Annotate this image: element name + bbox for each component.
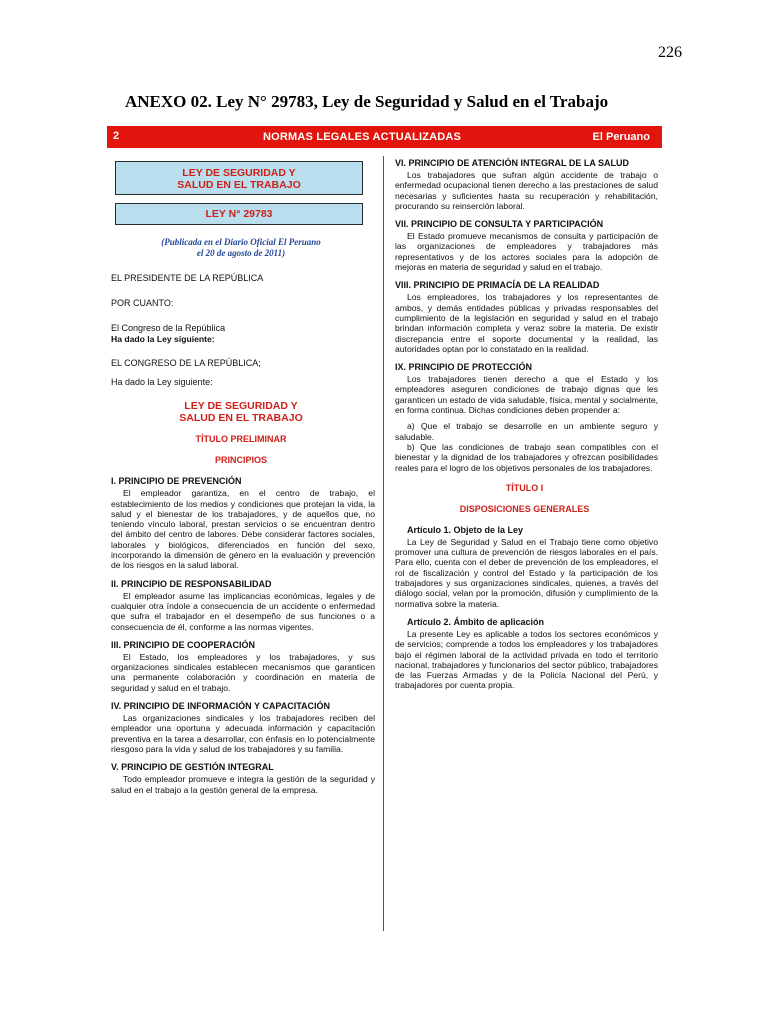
right-column bbox=[391, 156, 658, 931]
principle-7-body: El Estado promueve mecanismos de consulta y participación de las organizaciones de empleadores y trabajadores más representativos y de los actores sociales para la adopción de mejoras en materia de seguridad y salud en el trabajo. bbox=[395, 231, 658, 273]
principle-6-body: Los trabajadores que sufran algún accidente de trabajo o enfermedad ocupacional tienen derecho a las prestaciones de salud necesarias y suficientes hasta su recuperación y rehabilitación, procurando su reinserción laboral. bbox=[395, 170, 658, 211]
congreso-line-1: El Congreso de la República bbox=[111, 323, 226, 333]
principle-8-heading: VIII. PRINCIPIO DE PRIMACÍA DE LA REALIDAD bbox=[395, 280, 600, 291]
por-cuanto: POR CUANTO: bbox=[111, 298, 174, 308]
article-2-body: La presente Ley es aplicable a todos los sectores económicos y de servicios; comprende a todos los empleadores y los trabajadores bajo el régimen laboral de la actividad privada en todo el territorio nacional, trabajadores y funcionarios del sector público, trabajadores de las Fuerzas Armadas y de la Policía Nacional del Perú, y trabajadores por cuenta propia. bbox=[395, 628, 658, 691]
principle-2-body: El empleador asume las implicancias económicas, legales y de cualquier otra índole a consecuencia de un accidente o enfermedad que sufra el trabajador en el desempeño de sus funciones o a consecuencia de él, conforme a las normas vigentes. bbox=[111, 590, 375, 632]
principle-7-heading: VII. PRINCIPIO DE CONSULTA Y PARTICIPACIÓN bbox=[395, 219, 604, 230]
law-title-red: LEY DE SEGURIDAD Y SALUD EN EL TRABAJO bbox=[179, 400, 303, 425]
law-title-box-text: LEY DE SEGURIDAD Y SALUD EN EL TRABAJO bbox=[177, 167, 301, 191]
ha-dado-line-2: Ha dado la Ley siguiente: bbox=[111, 377, 213, 388]
principle-5-heading: V. PRINCIPIO DE GESTIÓN INTEGRAL bbox=[111, 762, 274, 773]
principle-3-body: El Estado, los empleadores y los trabajadores, y sus organizaciones sindicales establecen mecanismos que garanticen una permanente colaboración y coordinación en materia de seguridad y salud en el trabajo. bbox=[111, 651, 375, 693]
principios-heading: PRINCIPIOS bbox=[214, 455, 267, 466]
ha-dado-line-1: Ha dado la Ley siguiente: bbox=[111, 334, 215, 344]
titulo-i: TÍTULO I bbox=[505, 482, 544, 493]
article-1-heading: Artículo 1. Objeto de la Ley bbox=[407, 524, 524, 535]
principle-1-heading: I. PRINCIPIO DE PREVENCIÓN bbox=[111, 476, 242, 487]
article-2-heading: Artículo 2. Ámbito de aplicación bbox=[407, 616, 545, 627]
principle-9-item-b: b) Que las condiciones de trabajo sean compatibles con el bienestar y la dignidad de los trabajadores y ofrezcan posibilidades reales para el logro de los objetivos personales de los trabajadores. bbox=[395, 441, 658, 473]
principle-4-heading: IV. PRINCIPIO DE INFORMACIÓN Y CAPACITACIÓN bbox=[111, 701, 331, 712]
law-title-box bbox=[115, 161, 363, 195]
article-1-body: La Ley de Seguridad y Salud en el Trabajo tiene como objetivo promover una cultura de prevención de riesgos laborales en el país. Para ello, cuenta con el deber de prevención de los empleadores, el rol de fiscalización y control del Estado y la participación de los trabajadores y sus organizaciones sindicales, quienes, a través del diálogo social, velan por la promoción, difusión y cumplimiento de la normativa sobre la materia. bbox=[395, 536, 658, 609]
principle-9-item-a: a) Que el trabajo se desarrolle en un ambiente seguro y saludable. bbox=[395, 421, 658, 442]
column-divider bbox=[383, 156, 384, 931]
scanned-gazette-page bbox=[107, 126, 662, 931]
titulo-preliminar: TÍTULO PRELIMINAR bbox=[195, 434, 287, 445]
left-column bbox=[107, 156, 375, 931]
annex-title: ANEXO 02. Ley N° 29783, Ley de Seguridad y Salud en el Trabajo bbox=[125, 92, 609, 111]
principle-9-heading: IX. PRINCIPIO DE PROTECCIÓN bbox=[395, 362, 533, 373]
principle-2-heading: II. PRINCIPIO DE RESPONSABILIDAD bbox=[111, 578, 272, 589]
gazette-header-bar bbox=[107, 126, 662, 148]
principle-9-body: Los trabajadores tienen derecho a que el Estado y los empleadores aseguren condiciones de trabajo dignas que les garanticen un estado de vida saludable, física, mental y socialmente, en forma continua. Dichas condiciones deben propender a: bbox=[395, 374, 658, 416]
principle-8-body: Los empleadores, los trabajadores y los representantes de ambos, y demás entidades públicas y privadas responsables del cumplimiento de la legislación en seguridad y salud en el trabajo brindan información completa y veraz sobre la materia. De existir discrepancia entre el soporte documental y la realidad, las autoridades optan por lo constatado en la realidad. bbox=[395, 292, 658, 354]
law-number-box-text: LEY N° 29783 bbox=[205, 208, 273, 220]
law-number-box bbox=[115, 203, 363, 225]
gazette-page-number: 2 bbox=[113, 130, 120, 142]
disposiciones-generales: DISPOSICIONES GENERALES bbox=[459, 503, 590, 514]
principle-5-body: Todo empleador promueve e integra la gestión de la seguridad y salud en el trabajo a la gestión general de la empresa. bbox=[111, 774, 375, 795]
page-number: 226 bbox=[658, 44, 682, 61]
principle-1-body: El empleador garantiza, en el centro de trabajo, el establecimiento de los medios y condiciones que protejan la vida, la salud y el bienestar de los trabajadores, y de aquellos que, no teniendo vínculo laboral, prestan servicios o se encuentran dentro del ámbito del centro de labores. Debe considerar factores sociales, laborales y biológicos, diferenciados en función del sexo, incorporando la dimensión de género en la evaluación y prevención de los riesgos en la salud laboral. bbox=[111, 488, 375, 571]
gazette-paper-name: El Peruano bbox=[592, 131, 650, 143]
principle-4-body: Las organizaciones sindicales y los trabajadores reciben del empleador una oportuna y adecuada información y capacitación preventiva en la tarea a desarrollar, con énfasis en lo potencialmente riesgoso para la vida y salud de los trabajadores y su familia. bbox=[111, 713, 375, 754]
congreso-line-2: EL CONGRESO DE LA REPÚBLICA; bbox=[111, 358, 261, 369]
gazette-section-title: NORMAS LEGALES ACTUALIZADAS bbox=[263, 131, 462, 143]
president-heading: EL PRESIDENTE DE LA REPÚBLICA bbox=[111, 273, 264, 283]
principle-3-heading: III. PRINCIPIO DE COOPERACIÓN bbox=[111, 639, 256, 650]
publication-note: (Publicada en el Diario Oficial El Peruano el 20 de agosto de 2011) bbox=[161, 237, 321, 258]
principle-6-heading: VI. PRINCIPIO DE ATENCIÓN INTEGRAL DE LA SALUD bbox=[395, 158, 630, 168]
